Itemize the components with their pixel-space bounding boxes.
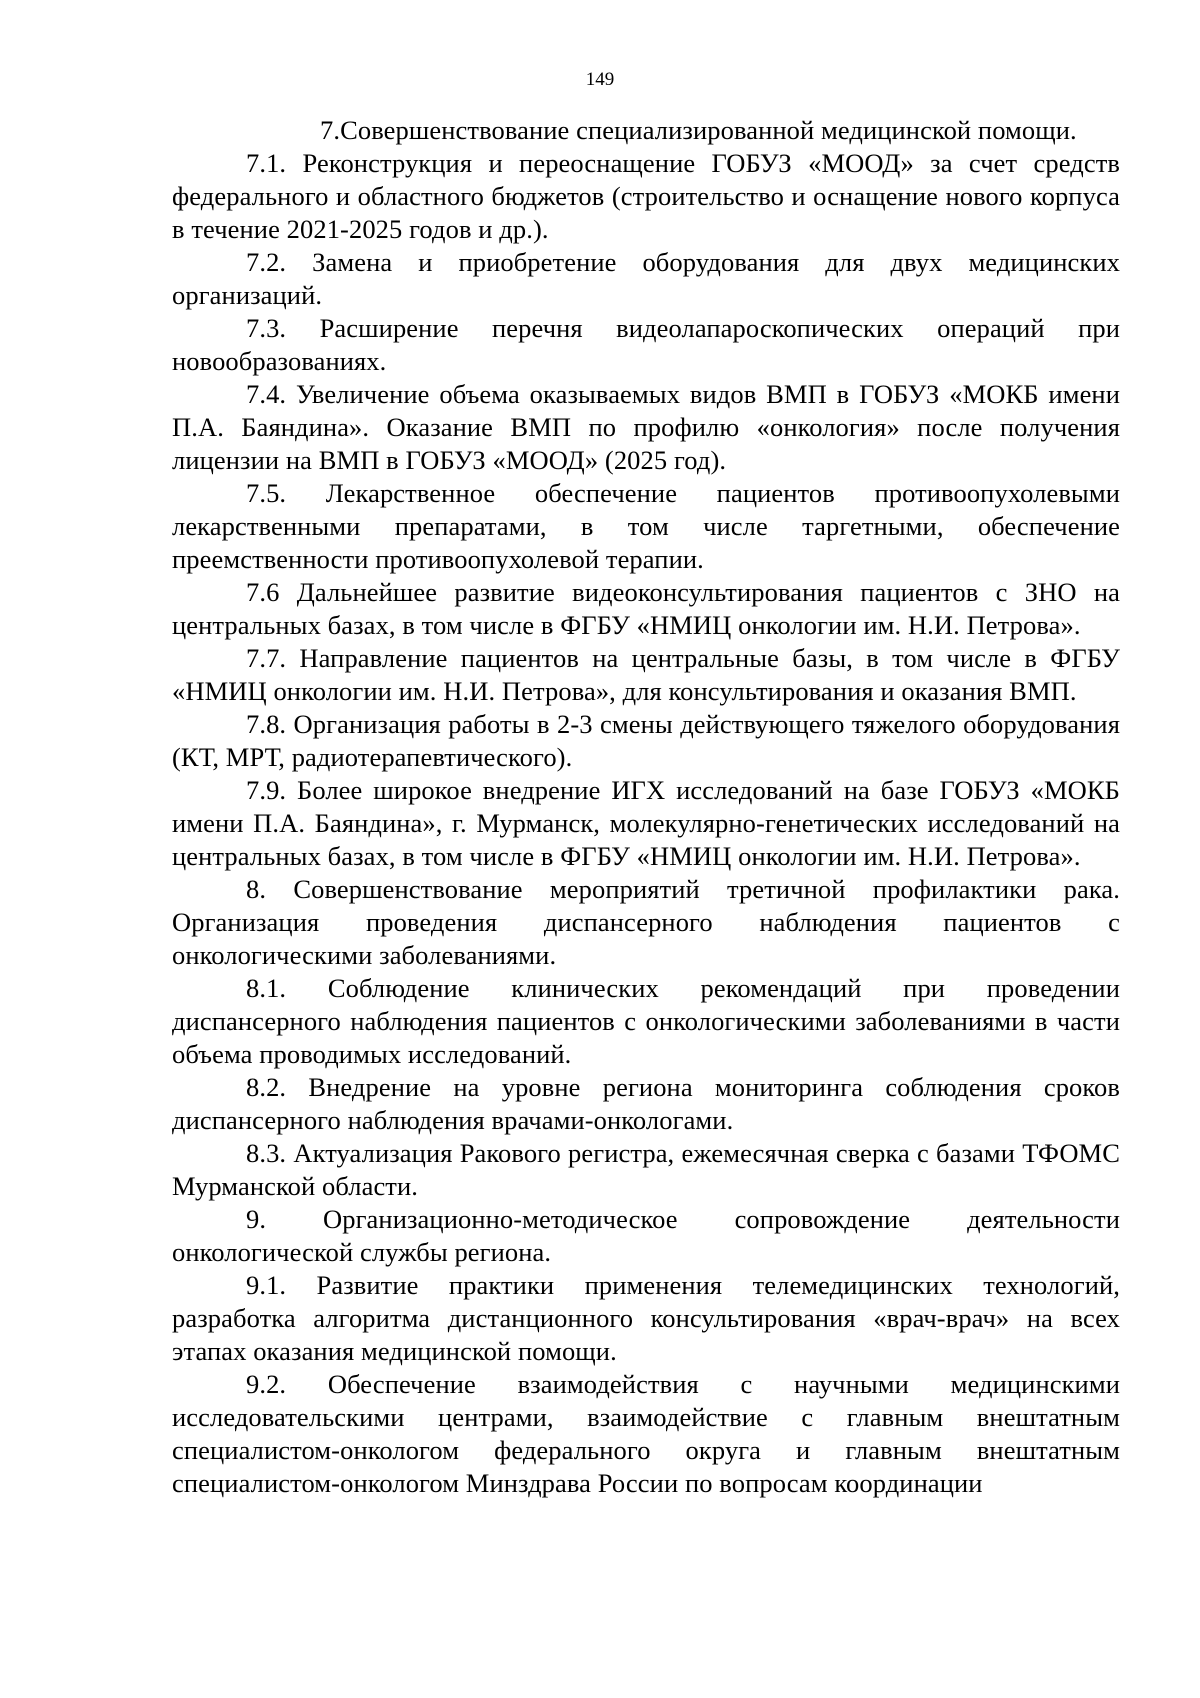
paragraph-7-4: 7.4. Увеличение объема оказываемых видов ВМП в ГОБУЗ «МОКБ имени П.А. Баяндина». Оказание ВМП по профилю «онкология» после получения лицензии на ВМП в ГОБУЗ «МООД» (2025 год). (172, 379, 1120, 475)
paragraph-number: 7. (320, 115, 341, 145)
paragraph-7-1: 7.1. Реконструкция и переоснащение ГОБУЗ «МООД» за счет средств федерального и областного бюджетов (строительство и оснащение нового корпуса в течение 2021-2025 годов и др.). (172, 148, 1120, 244)
paragraph-9-1: 9.1. Развитие практики применения телемедицинских технологий, разработка алгоритма дистанционного консультирования «врач-врач» на всех этапах оказания медицинской помощи. (172, 1270, 1120, 1366)
document-body (172, 114, 1120, 1500)
page-number: 149 (585, 69, 615, 90)
paragraph-7-7: 7.7. Направление пациентов на центральные базы, в том числе в ФГБУ «НМИЦ онкологии им. Н.И. Петрова», для консультирования и оказания ВМП. (172, 643, 1120, 706)
paragraph-7-3: 7.3. Расширение перечня видеолапароскопических операций при новообразованиях. (172, 313, 1120, 376)
paragraph-8-1: 8.1. Соблюдение клинических рекомендаций при проведении диспансерного наблюдения пациентов с онкологическими заболеваниями в части объема проводимых исследований. (172, 973, 1120, 1069)
paragraph-7-9: 7.9. Более широкое внедрение ИГХ исследований на базе ГОБУЗ «МОКБ имени П.А. Баяндина», г. Мурманск, молекулярно-генетических исследований на центральных базах, в том числе в ФГБУ «НМИЦ онкологии им. Н.И. Петрова». (172, 775, 1120, 871)
paragraph-7 (172, 114, 1120, 147)
paragraph-8: 8. Совершенствование мероприятий третичной профилактики рака. Организация проведения диспансерного наблюдения пациентов с онкологическими заболеваниями. (172, 874, 1120, 970)
paragraph-8-2: 8.2. Внедрение на уровне региона мониторинга соблюдения сроков диспансерного наблюдения врачами-онкологами. (172, 1072, 1120, 1135)
paragraph-7-5: 7.5. Лекарственное обеспечение пациентов противоопухолевыми лекарственными препаратами, в том числе таргетными, обеспечение преемственности противоопухолевой терапии. (172, 478, 1120, 574)
paragraph-7-8: 7.8. Организация работы в 2-3 смены действующего тяжелого оборудования (КТ, МРТ, радиотерапевтического). (172, 709, 1120, 772)
paragraph-8-3: 8.3. Актуализация Ракового регистра, ежемесячная сверка с базами ТФОМС Мурманской области. (172, 1138, 1120, 1201)
paragraph-7-6: 7.6 Дальнейшее развитие видеоконсультирования пациентов с ЗНО на центральных базах, в том числе в ФГБУ «НМИЦ онкологии им. Н.И. Петрова». (172, 577, 1120, 640)
paragraph-7-2: 7.2. Замена и приобретение оборудования для двух медицинских организаций. (172, 247, 1120, 310)
paragraph-text: Совершенствование специализированной медицинской помощи. (340, 115, 1077, 145)
paragraph-9: 9. Организационно-методическое сопровождение деятельности онкологической службы региона. (172, 1204, 1120, 1267)
paragraph-9-2: 9.2. Обеспечение взаимодействия с научными медицинскими исследовательскими центрами, взаимодействие с главным внештатным специалистом-онкологом федерального округа и главным внештатным специалистом-онкологом Минздрава России по вопросам координации (172, 1369, 1120, 1498)
